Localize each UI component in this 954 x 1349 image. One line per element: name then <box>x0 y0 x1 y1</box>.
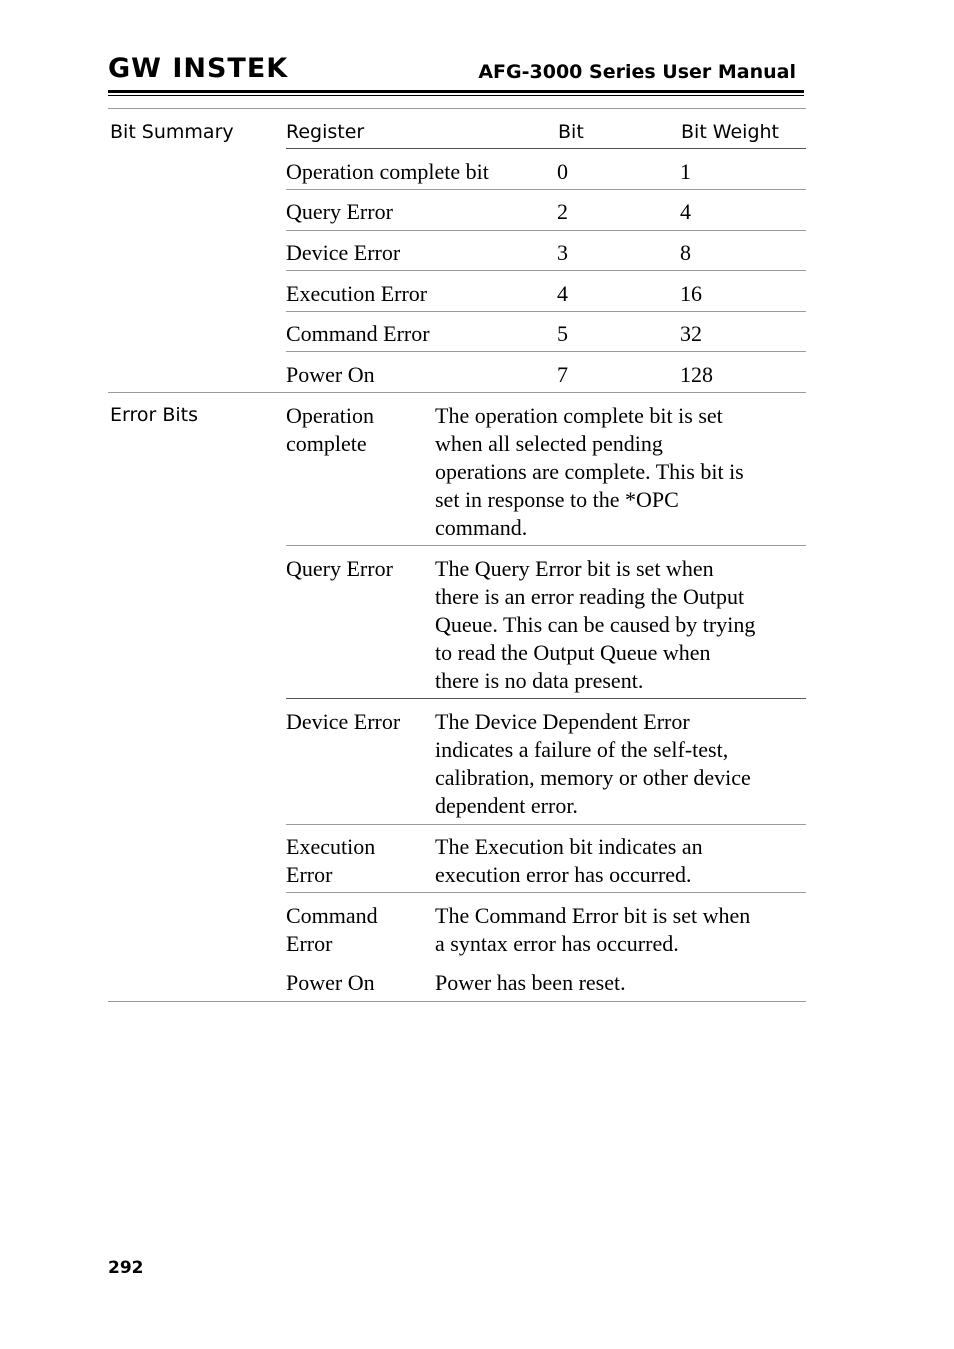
header-rule-thick <box>108 90 804 93</box>
page-number: 292 <box>108 1258 144 1278</box>
error-bit-divider <box>286 545 806 546</box>
table-row-weight: 8 <box>680 240 691 265</box>
bit-summary-label: Bit Summary <box>110 121 234 143</box>
table-row-weight: 128 <box>680 362 713 387</box>
error-bit-description: The Execution bit indicates an execution error has occurred. <box>435 834 703 887</box>
table-row-weight: 1 <box>680 159 691 184</box>
row-divider <box>286 230 806 231</box>
table-row-register: Execution Error <box>286 281 428 306</box>
error-bit-description: The operation complete bit is set when all selected pending operations are complete. This bit is set in response to the *OPC command. <box>435 403 744 540</box>
error-bit-name: Power On <box>286 970 375 995</box>
brand-logo: GW INSTEK <box>108 53 289 84</box>
error-bit-divider <box>286 824 806 825</box>
row-divider <box>286 189 806 190</box>
header-rule-thin <box>108 95 804 96</box>
manual-title: AFG-3000 Series User Manual <box>478 61 796 83</box>
column-header-bit-weight: Bit Weight <box>681 121 779 143</box>
table-row-weight: 4 <box>680 199 691 224</box>
error-bit-name: Operation complete <box>286 403 374 456</box>
table-row-bit: 7 <box>557 362 568 387</box>
table-row-bit: 4 <box>557 281 568 306</box>
table-row-register: Operation complete bit <box>286 159 489 184</box>
table-row-bit: 0 <box>557 159 568 184</box>
table-row-register: Command Error <box>286 321 430 346</box>
error-bits-label: Error Bits <box>110 404 199 426</box>
row-divider <box>286 270 806 271</box>
section-divider <box>108 392 806 393</box>
table-row-weight: 16 <box>680 281 702 306</box>
row-divider <box>286 351 806 352</box>
table-row-register: Power On <box>286 362 375 387</box>
error-bit-name: Command Error <box>286 903 378 956</box>
error-bit-description: The Device Dependent Error indicates a failure of the self-test, calibration, memory or other device dependent error. <box>435 709 751 818</box>
table-row-bit: 3 <box>557 240 568 265</box>
column-header-register: Register <box>286 121 365 143</box>
table-top-divider <box>108 108 806 109</box>
table-row-register: Query Error <box>286 199 393 224</box>
error-bit-description: The Query Error bit is set when there is an error reading the Output Queue. This can be caused by trying to read the Output Queue when there is no data present. <box>435 556 756 693</box>
column-header-bit: Bit <box>558 121 584 143</box>
table-row-bit: 5 <box>557 321 568 346</box>
error-bit-divider <box>286 698 806 699</box>
error-bit-divider <box>286 892 806 893</box>
table-row-weight: 32 <box>680 321 702 346</box>
error-bit-description: Power has been reset. <box>435 970 626 995</box>
table-row-register: Device Error <box>286 240 401 265</box>
error-bit-description: The Command Error bit is set when a syntax error has occurred. <box>435 903 751 956</box>
row-divider <box>286 311 806 312</box>
table-bottom-divider <box>108 1001 806 1002</box>
error-bit-name: Execution Error <box>286 834 376 887</box>
error-bit-name: Device Error <box>286 709 401 734</box>
table-row-bit: 2 <box>557 199 568 224</box>
header-row-divider <box>286 148 806 149</box>
error-bit-name: Query Error <box>286 556 393 581</box>
